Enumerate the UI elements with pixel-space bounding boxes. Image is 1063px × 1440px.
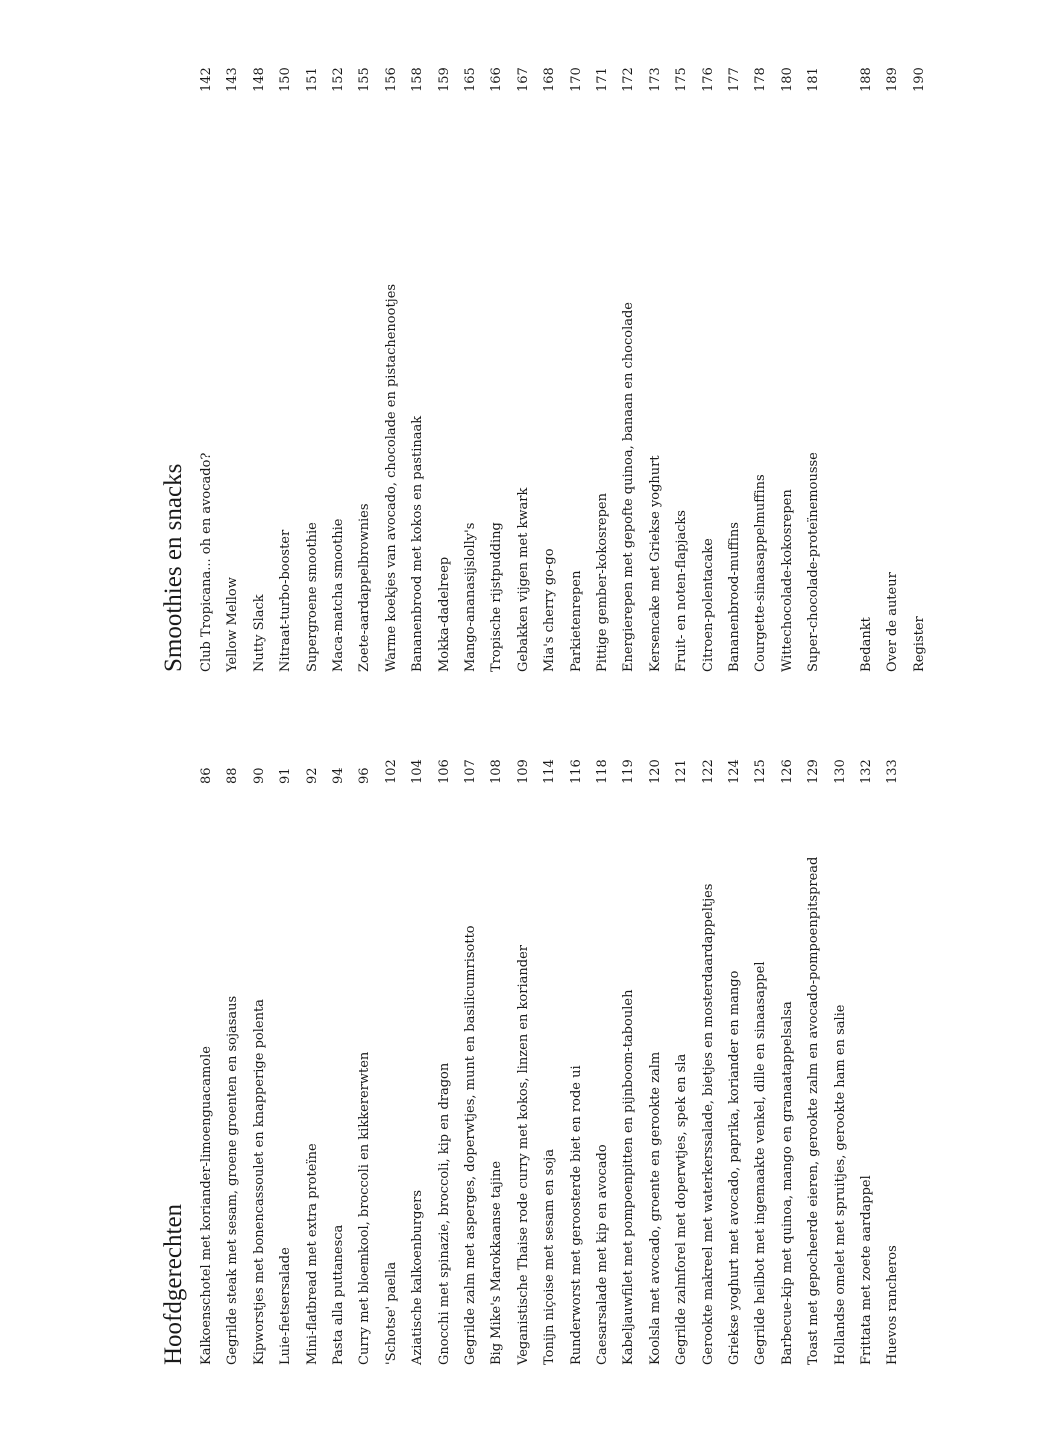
toc-entry-title: Maca-matcha smoothie — [331, 518, 346, 672]
toc-entry-title: Supergroene smoothie — [304, 522, 320, 672]
toc-entry — [590, 67, 615, 672]
toc-entry-title: Courgette-sinaasappelmuffins — [753, 474, 769, 672]
toc-entry-page-number: 96 — [357, 767, 373, 784]
toc-entry-page-number: 177 — [727, 67, 742, 92]
toc-entry — [484, 67, 509, 672]
toc-entry — [458, 755, 483, 1365]
toc-entry-page-number: 106 — [436, 759, 452, 784]
toc-entry-page-number: 102 — [383, 759, 399, 784]
toc-entry-title: Koolsla met avocado, groente en gerookte zalm — [647, 1051, 663, 1365]
toc-entry — [432, 67, 457, 672]
toc-entry-page-number: 90 — [251, 767, 267, 784]
toc-entry-page-number: 167 — [515, 67, 531, 92]
toc-entry-title: Nutty Slack — [251, 594, 267, 672]
toc-entry-title: Fruit- en noten-flapjacks — [674, 510, 690, 672]
toc-entry-title: Griekse yoghurt met avocado, paprika, koriander en mango — [727, 970, 742, 1365]
toc-entry — [775, 67, 800, 672]
toc-entry-page-number: 119 — [621, 759, 637, 784]
toc-entry — [273, 755, 298, 1365]
toc-entry-page-number: 173 — [647, 67, 663, 92]
toc-entry — [247, 755, 272, 1365]
toc-entry-title: Gebakken vijgen met kwark — [515, 487, 531, 672]
toc-entry-title: Gegrilde zalm met asperges, doperwtjes, munt en basilicumrisotto — [463, 925, 478, 1365]
toc-entry — [880, 755, 905, 1365]
toc-entry-page-number: 158 — [410, 67, 426, 92]
toc-entry-page-number: 175 — [674, 67, 690, 92]
toc-entry — [564, 755, 589, 1365]
toc-entry-title: Kabeljauwfilet met pompoenpitten en pijnboom-tabouleh — [621, 989, 637, 1365]
toc-entry-page-number: 166 — [489, 67, 505, 92]
toc-entry — [537, 67, 562, 672]
section-heading-main-courses: Hoofdgerechten — [160, 1203, 187, 1365]
toc-entry-title: Kersencake met Griekse yoghurt — [647, 455, 663, 672]
toc-entry — [405, 67, 430, 672]
toc-entry-page-number: 94 — [331, 767, 346, 784]
toc-entry-title: Energierepen met gepofte quinoa, banaan en chocolade — [621, 302, 637, 672]
toc-entry — [405, 755, 430, 1365]
toc-entry — [643, 67, 668, 672]
toc-entry-title: Runderworst met geroosterde biet en rode ui — [568, 1065, 584, 1365]
toc-entry — [511, 67, 536, 672]
toc-entry-title: Hollandse omelet met spruitjes, gerookte ham en salie — [832, 1004, 848, 1365]
toc-entry-page-number: 120 — [647, 759, 663, 784]
toc-entry — [352, 67, 377, 672]
toc-entry-page-number: 88 — [225, 767, 241, 784]
toc-entry — [194, 67, 219, 672]
toc-entry-page-number: 172 — [621, 67, 637, 92]
toc-entry-page-number: 133 — [885, 759, 901, 784]
toc-entry-title: Barbecue-kip met quinoa, mango en granaatappelsalsa — [779, 1001, 795, 1365]
toc-entry-title: Mia's cherry go-go — [542, 548, 558, 672]
toc-entry — [300, 67, 325, 672]
toc-entry — [432, 755, 457, 1365]
toc-entry — [616, 67, 641, 672]
toc-entry-page-number: 121 — [674, 759, 690, 784]
toc-entry-title: Tonijn niçoise met sesam en soja — [542, 1149, 558, 1365]
section-heading-smoothies-snacks: Smoothies en snacks — [160, 463, 187, 672]
toc-entry-page-number: 116 — [568, 759, 584, 784]
toc-entry-page-number: 124 — [727, 759, 742, 784]
toc-entry-page-number: 178 — [753, 67, 769, 92]
toc-entry-page-number: 107 — [463, 759, 478, 784]
toc-entry — [880, 67, 905, 672]
toc-entry-page-number: 126 — [779, 759, 795, 784]
toc-entry-page-number: 108 — [489, 759, 505, 784]
toc-entry-page-number: 188 — [859, 67, 874, 92]
toc-entry-page-number: 104 — [410, 759, 426, 784]
toc-entry — [537, 755, 562, 1365]
toc-entry-title: Gerookte makreel met waterkerssalade, bietjes en mosterdaardappeltjes — [700, 883, 716, 1365]
toc-entry-title: Mokka-dadelreep — [436, 556, 452, 672]
toc-entry — [300, 755, 325, 1365]
toc-entry-title: Wittechocolade-kokosrepen — [779, 489, 795, 672]
toc-entry-title: Big Mike's Marokkaanse tajine — [489, 1160, 505, 1365]
toc-entry-title: 'Schotse' paella — [383, 1261, 399, 1365]
toc-entry — [801, 755, 826, 1365]
toc-entry — [379, 67, 404, 672]
toc-entry — [326, 755, 351, 1365]
toc-entry — [696, 67, 721, 672]
toc-entry-title: Parkietenrepen — [568, 570, 584, 672]
toc-entry-title: Kipworstjes met bonencassoulet en knapperige polenta — [251, 999, 267, 1365]
toc-entry-title: Mango-ananasijslolly's — [463, 522, 478, 672]
toc-entry-title: Warme koekjes van avocado, chocolade en pistachenootjes — [383, 283, 399, 672]
toc-entry-title: Bananenbrood met kokos en pastinaak — [410, 415, 426, 672]
toc-entry — [854, 67, 879, 672]
toc-entry — [273, 67, 298, 672]
toc-entry — [722, 67, 747, 672]
toc-entry-title: Citroen-polentacake — [700, 538, 716, 672]
toc-entry-page-number: 130 — [832, 759, 848, 784]
toc-entry — [828, 72, 853, 672]
toc-entry-title: Yellow Mellow — [225, 577, 241, 672]
toc-entry-page-number: 142 — [199, 67, 214, 92]
toc-entry — [220, 67, 245, 672]
toc-entry — [643, 755, 668, 1365]
toc-entry — [564, 67, 589, 672]
toc-entry-page-number: 165 — [463, 67, 478, 92]
toc-entry-page-number: 125 — [753, 759, 769, 784]
toc-entry-title: Curry met bloemkool, broccoli en kikkererwten — [357, 1051, 373, 1365]
toc-entry-page-number: 143 — [225, 67, 241, 92]
toc-entry — [326, 67, 351, 672]
toc-entry-title: Frittata met zoete aardappel — [859, 1175, 874, 1365]
toc-entry-page-number: 91 — [278, 767, 294, 784]
toc-entry-page-number: 129 — [806, 759, 822, 784]
toc-entry-title: Register — [911, 616, 927, 672]
toc-entry-title: Huevos rancheros — [885, 1245, 901, 1365]
toc-entry-title: Kalkoenschotel met koriander-limoenguacamole — [199, 1046, 214, 1365]
toc-entry-title: Toast met gepocheerde eieren, gerookte zalm en avocado-pompoenpitspread — [806, 856, 822, 1365]
toc-entry — [696, 755, 721, 1365]
toc-entry-title: Gegrilde zalmforel met doperwtjes, spek en sla — [674, 1053, 690, 1365]
toc-entry — [722, 755, 747, 1365]
toc-entry-page-number: 118 — [595, 759, 610, 784]
toc-entry — [194, 755, 219, 1365]
toc-entry-page-number: 92 — [304, 767, 320, 784]
toc-entry — [907, 67, 932, 672]
toc-entry-page-number: 152 — [331, 67, 346, 92]
toc-entry — [854, 755, 879, 1365]
toc-entry-title: Caesarsalade met kip en avocado — [595, 1144, 610, 1365]
toc-entry-title: Nitraat-turbo-booster — [278, 529, 294, 672]
toc-entry-title: Over de auteur — [885, 572, 901, 672]
toc-entry-title: Gegrilde heilbot met ingemaakte venkel, dille en sinaasappel — [753, 961, 769, 1365]
toc-entry — [352, 755, 377, 1365]
toc-entry-page-number: 190 — [911, 67, 927, 92]
toc-entry-title: Luie-fietsersalade — [278, 1247, 294, 1365]
toc-entry-title: Mini-flatbread met extra proteïne — [304, 1143, 320, 1365]
toc-entry-page-number: 122 — [700, 759, 716, 784]
toc-entry-title: Tropische rijstpudding — [489, 522, 505, 672]
toc-entry-page-number: 155 — [357, 67, 373, 92]
toc-entry-page-number: 170 — [568, 67, 584, 92]
toc-entry-title: Aziatische kalkoenburgers — [410, 1189, 426, 1365]
toc-entry — [669, 755, 694, 1365]
toc-entry-page-number: 159 — [436, 67, 452, 92]
toc-entry — [801, 67, 826, 672]
toc-entry-page-number: 181 — [806, 67, 822, 92]
toc-entry-page-number: 168 — [542, 67, 558, 92]
toc-entry — [828, 755, 853, 1365]
toc-entry-title: Gegrilde steak met sesam, groene groenten en sojasaus — [225, 995, 241, 1365]
toc-entry-title: Pasta alla puttanesca — [331, 1224, 346, 1365]
toc-entry-page-number: 151 — [304, 67, 320, 92]
toc-entry-page-number: 86 — [199, 767, 214, 784]
toc-entry-title: Bananenbrood-muffins — [727, 522, 742, 672]
toc-entry-title: Pittige gember-kokosrepen — [595, 493, 610, 672]
toc-entry-page-number: 180 — [779, 67, 795, 92]
toc-entry — [616, 755, 641, 1365]
toc-entry-page-number: 171 — [595, 67, 610, 92]
toc-entry — [458, 67, 483, 672]
toc-entry-page-number: 132 — [859, 759, 874, 784]
toc-entry-title: Bedankt — [859, 617, 874, 672]
toc-entry-title: Gnocchi met spinazie, broccoli, kip en dragon — [436, 1062, 452, 1365]
toc-entry — [748, 67, 773, 672]
toc-entry-title: Zoete-aardappelbrownies — [357, 503, 373, 672]
toc-entry — [379, 755, 404, 1365]
toc-entry — [775, 755, 800, 1365]
toc-entry-page-number: 148 — [251, 67, 267, 92]
toc-entry-page-number: 114 — [542, 759, 558, 784]
toc-entry — [748, 755, 773, 1365]
toc-entry-title: Super-chocolade-proteïnemousse — [806, 452, 822, 672]
toc-entry-title: Veganistische Thaise rode curry met kokos, linzen en koriander — [515, 945, 531, 1365]
toc-entry — [590, 755, 615, 1365]
toc-entry-page-number: 150 — [278, 67, 294, 92]
toc-entry-page-number: 176 — [700, 67, 716, 92]
toc-entry-page-number: 189 — [885, 67, 901, 92]
toc-entry — [511, 755, 536, 1365]
toc-entry-title: Club Tropicana... oh en avocado? — [199, 452, 214, 672]
toc-entry — [247, 67, 272, 672]
toc-entry — [220, 755, 245, 1365]
toc-entry-page-number: 109 — [515, 759, 531, 784]
toc-entry-page-number: 156 — [383, 67, 399, 92]
toc-entry — [669, 67, 694, 672]
toc-entry — [484, 755, 509, 1365]
